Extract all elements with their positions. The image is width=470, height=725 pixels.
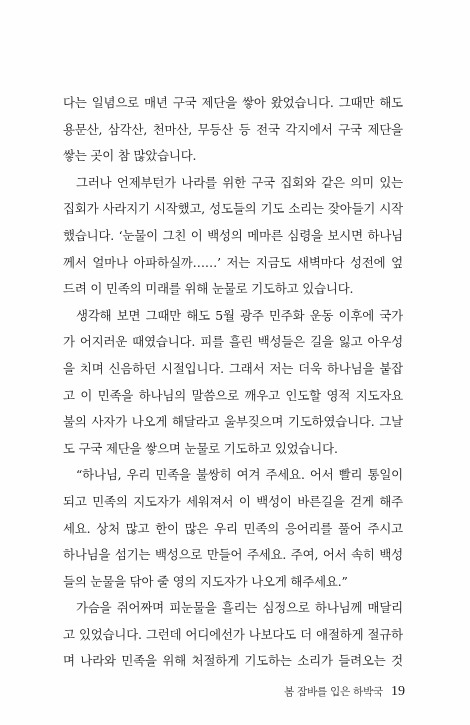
text-line: 쌓는 곳이 참 많았습니다. (63, 148, 197, 164)
text-line: 다는 일념으로 매년 구국 제단을 쌓아 왔었습니다. 그때만 해도 (63, 95, 403, 110)
text-line: 고 이 민족을 하나님의 말씀으로 깨우고 인도할 영적 지도자요 (63, 387, 403, 403)
text-line: 가슴을 쥐어짜며 피눈물을 흘리는 심정으로 하나님께 매달리 (76, 600, 403, 616)
running-title: 봄 잠바를 입은 하박국 (284, 686, 383, 698)
text-line: 을 치며 신음하던 시절입니다. 그래서 저는 더욱 하나님을 붙잡 (63, 360, 403, 376)
text-line: “하나님, 우리 민족을 불쌍히 여겨 주세요. 어서 빨리 통일이 (76, 467, 403, 483)
text-line: 그러나 언제부턴가 나라를 위한 구국 집회와 같은 의미 있는 (76, 174, 403, 190)
text-line: 불의 사자가 나오게 해달라고 울부짖으며 기도하였습니다. 그날 (63, 414, 403, 430)
text-line: 되고 민족의 지도자가 세워져서 이 백성이 바른길을 걷게 해주 (63, 493, 403, 509)
text-line: 께서 얼마나 아파하실까……’ 저는 지금도 새벽마다 성전에 엎 (63, 254, 403, 270)
text-line: 고 있었습니다. 그런데 어디에선가 나보다도 더 애절하게 절규하 (63, 626, 403, 642)
text-line: 세요. 상처 많고 한이 많은 우리 민족의 응어리를 풀어 주시고 (63, 520, 403, 536)
text-line: 도 구국 제단을 쌓으며 눈물로 기도하고 있었습니다. (63, 440, 338, 456)
text-line: 집회가 사라지기 시작했고, 성도들의 기도 소리는 잦아들기 시작 (63, 201, 403, 217)
text-line: 며 나라와 민족을 위해 처절하게 기도하는 소리가 들려오는 것 (63, 653, 403, 669)
text-line: 했습니다. ‘눈물이 그친 이 백성의 메마른 심령을 보시면 하나님 (63, 227, 403, 243)
text-line: 하나님을 섬기는 백성으로 만들어 주세요. 주여, 어서 속히 백성 (63, 547, 403, 563)
page-footer (284, 684, 405, 706)
body-text (63, 90, 403, 675)
text-line: 드려 이 민족의 미래를 위해 눈물로 기도하고 있습니다. (63, 281, 354, 297)
text-line: 생각해 보면 그때만 해도 5월 광주 민주화 운동 이후에 국가 (76, 307, 403, 323)
text-line: 용문산, 삼각산, 천마산, 무등산 등 전국 각지에서 구국 제단을 (63, 121, 403, 137)
page-number: 19 (391, 684, 405, 699)
text-line: 가 어지러운 때였습니다. 피를 흘린 백성들은 길을 잃고 아우성 (63, 334, 403, 350)
text-line: 들의 눈물을 닦아 줄 영의 지도자가 나오게 해주세요.” (63, 573, 348, 589)
